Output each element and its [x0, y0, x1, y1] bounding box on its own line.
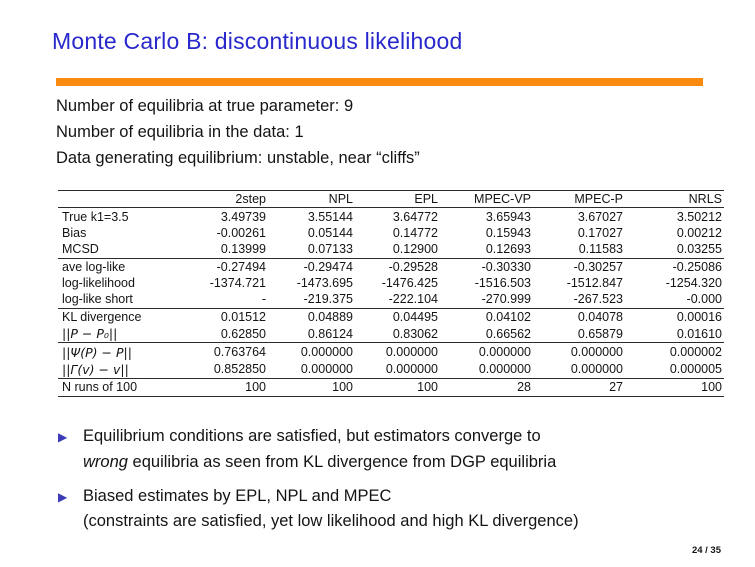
table-cell: 0.62850: [220, 326, 266, 341]
slide-title: Monte Carlo B: discontinuous likelihood: [52, 28, 463, 54]
table-cell: 100: [417, 380, 438, 395]
table-cell: 0.000000: [478, 362, 531, 377]
table-cell: 0.07133: [307, 242, 353, 257]
table-cell: 0.12693: [485, 242, 531, 257]
table-cell: -1516.503: [474, 276, 531, 291]
table-cell: -: [261, 292, 266, 307]
table-cell: 0.000000: [385, 362, 438, 377]
page-indicator: 24 / 35: [691, 545, 721, 556]
results-table: [58, 190, 724, 397]
table-group: [58, 379, 724, 396]
table-cell: 0.12900: [392, 242, 438, 257]
column-header: MPEC-VP: [474, 192, 531, 207]
table-cell: 3.64772: [392, 209, 438, 224]
table-cell: 0.04495: [392, 309, 438, 324]
table-cell: -0.00261: [216, 225, 266, 240]
table-cell: 0.86124: [307, 326, 353, 341]
table-cell: 0.000005: [669, 362, 722, 377]
table-cell: 0.05144: [307, 225, 353, 240]
bullet-text: Biased estimates by EPL, NPL and MPEC: [83, 486, 392, 505]
table-cell: 0.763764: [213, 345, 266, 360]
row-label: ||Γ(v) − v||: [62, 361, 129, 377]
table-row: [58, 241, 724, 258]
table-cell: 0.000000: [300, 362, 353, 377]
table-cell: 0.000000: [570, 345, 623, 360]
row-label: KL divergence: [62, 309, 142, 324]
table-cell: 0.04889: [307, 309, 353, 324]
table-cell: 0.65879: [577, 326, 623, 341]
table-cell: 0.11583: [578, 242, 623, 257]
bullet-text-emphasis: wrong: [83, 452, 128, 471]
table-cell: -219.375: [303, 292, 353, 307]
table-cell: 0.00016: [676, 309, 722, 324]
table-cell: -222.104: [388, 292, 438, 307]
table-cell: 0.000002: [669, 345, 722, 360]
row-label: Bias: [62, 225, 87, 240]
table-cell: -1476.425: [381, 276, 438, 291]
table-cell: -0.29528: [388, 259, 438, 274]
info-block: [56, 93, 420, 171]
table-cell: 0.03255: [676, 242, 722, 257]
table-cell: 0.000000: [478, 345, 531, 360]
bullet-item-convergence: [58, 424, 708, 475]
table-cell: 0.01512: [220, 309, 266, 324]
table-group: [58, 308, 724, 343]
table-cell: -1374.721: [209, 276, 266, 291]
table-cell: -1512.847: [566, 276, 623, 291]
table-cell: 0.66562: [485, 326, 531, 341]
table-cell: 0.04102: [485, 309, 531, 324]
row-label: ||P − P₀||: [62, 326, 118, 342]
triangle-bullet-icon: ▶: [58, 489, 68, 504]
table-cell: 27: [609, 380, 623, 395]
table-cell: -267.523: [573, 292, 623, 307]
table-cell: 0.13999: [220, 242, 266, 257]
table-cell: -1473.695: [296, 276, 353, 291]
column-header: MPEC-P: [574, 192, 623, 207]
bullet-text: equilibria as seen from KL divergence from DGP equilibria: [127, 452, 557, 471]
table-cell: 0.000000: [570, 362, 623, 377]
accent-bar: [56, 78, 703, 86]
info-line-equilibria-true: Number of equilibria at true parameter: 9: [56, 97, 354, 115]
table-row: [58, 275, 724, 291]
table-cell: 0.17027: [577, 225, 623, 240]
table-cell: -0.000: [686, 292, 722, 307]
table-cell: 28: [517, 380, 531, 395]
column-header: [58, 191, 192, 208]
table-row: [58, 361, 724, 379]
table-row: [58, 379, 724, 396]
table-cell: 3.55144: [307, 209, 353, 224]
table-cell: 0.852850: [213, 362, 266, 377]
row-label: N runs of 100: [62, 380, 138, 395]
table-cell: 0.000000: [385, 345, 438, 360]
table-cell: 0.01610: [676, 326, 722, 341]
table-cell: 3.50212: [676, 209, 722, 224]
table-cell: 3.49739: [220, 209, 266, 224]
row-label: True k1=3.5: [62, 209, 129, 224]
table-cell: -1254.320: [665, 276, 722, 291]
table-cell: 0.000000: [300, 345, 353, 360]
table-row: [58, 258, 724, 275]
row-label: ||Ψ(P) − P||: [62, 344, 132, 360]
triangle-bullet-icon: ▶: [58, 430, 68, 444]
row-label: ave log-like: [62, 259, 126, 274]
table-cell: 0.15943: [485, 225, 531, 240]
table-row: [58, 291, 724, 308]
bullet-list: [58, 424, 708, 543]
table-cell: 3.65943: [485, 209, 531, 224]
table-cell: 100: [701, 380, 722, 395]
table-cell: -0.27494: [216, 259, 266, 274]
table-cell: -0.29474: [303, 259, 353, 274]
table-cell: 100: [245, 380, 266, 395]
row-label: log-like short: [62, 292, 133, 307]
table-cell: 0.00212: [676, 225, 722, 240]
table-cell: 0.83062: [392, 326, 438, 341]
table-cell: -0.30330: [481, 259, 531, 274]
bullet-item-bias: [58, 484, 708, 535]
table-row: [58, 208, 724, 225]
table-cell: -0.25086: [672, 259, 722, 274]
table-cell: -270.999: [481, 292, 531, 307]
row-label: log-likelihood: [62, 276, 135, 291]
table-group: [58, 208, 724, 258]
table-group: [58, 258, 724, 308]
row-label: MCSD: [62, 242, 99, 257]
info-line-equilibria-data: Number of equilibria in the data: 1: [56, 123, 304, 141]
table-row: [58, 343, 724, 361]
table-row: [58, 325, 724, 343]
table-cell: 0.04078: [577, 309, 623, 324]
column-header: EPL: [414, 192, 438, 207]
table-cell: -0.30257: [573, 259, 623, 274]
table-row: [58, 308, 724, 325]
info-line-dgp: Data generating equilibrium: unstable, near “cliffs”: [56, 149, 420, 167]
column-header: NRLS: [688, 192, 722, 207]
bullet-text: Equilibrium conditions are satisfied, but estimators converge to: [83, 427, 541, 445]
table-header-row: [58, 191, 724, 208]
table-row: [58, 225, 724, 241]
table-cell: 0.14772: [392, 225, 438, 240]
table-group: [58, 343, 724, 379]
table-cell: 100: [332, 380, 353, 395]
column-header: 2step: [235, 192, 266, 207]
table-cell: 3.67027: [577, 209, 623, 224]
column-header: NPL: [328, 192, 353, 207]
bullet-text: (constraints are satisfied, yet low likelihood and high KL divergence): [83, 512, 579, 530]
